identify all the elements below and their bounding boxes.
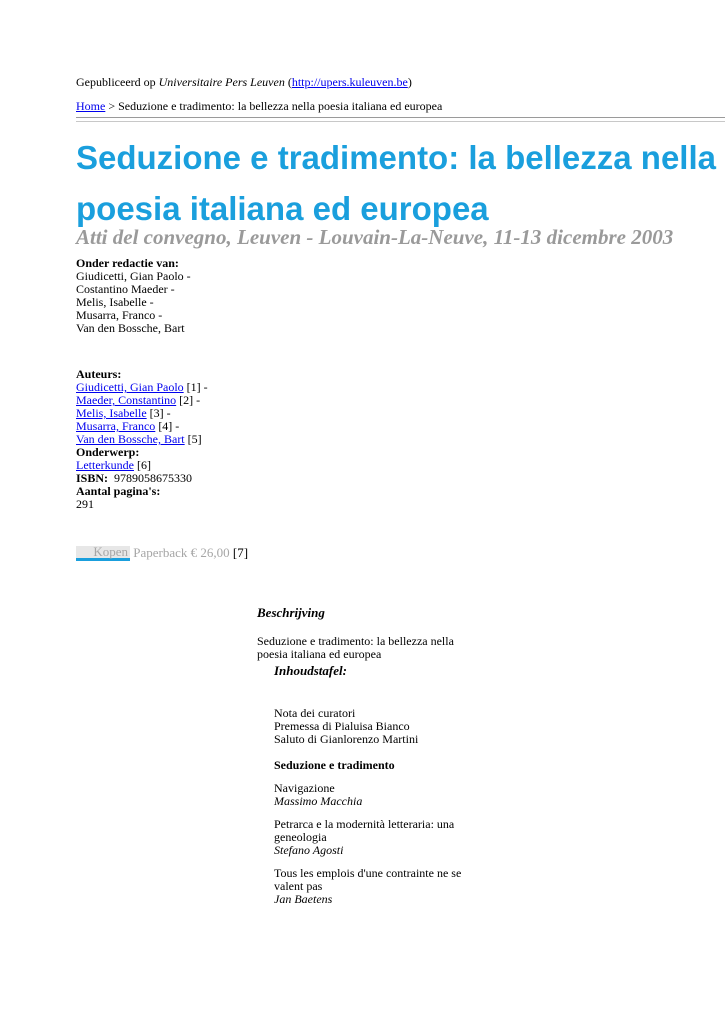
- subject-label: Onderwerp:: [76, 445, 140, 459]
- toc-front-matter: [274, 707, 474, 746]
- editors-label: Onder redactie van:: [76, 256, 179, 270]
- toc-item-title: Petrarca e la modernità letteraria: una geneologia: [274, 817, 455, 844]
- toc-item-title: Tous les emplois d'une contrainte ne se valent pas: [274, 866, 462, 893]
- author-link[interactable]: Maeder, Constantino: [76, 393, 177, 407]
- page-title: Seduzione e tradimento: la bellezza nella poesia italiana ed europea: [76, 139, 716, 227]
- publisher-name: Universitaire Pers Leuven: [158, 75, 285, 89]
- toc-item: [274, 782, 474, 808]
- breadcrumb-home-link[interactable]: Home: [76, 99, 106, 113]
- editors-block: [76, 257, 191, 335]
- buy-row: [76, 546, 248, 561]
- isbn-value: 9789058675330: [108, 471, 193, 485]
- header-divider: [76, 117, 725, 122]
- author-link[interactable]: Musarra, Franco: [76, 419, 156, 433]
- buy-ref: [7]: [229, 545, 249, 560]
- toc-item: [274, 818, 474, 857]
- page-subtitle: Atti del convegno, Leuven - Louvain-La-Neuve, 11-13 dicembre 2003: [76, 225, 674, 249]
- author-ref: [4] -: [155, 419, 180, 433]
- description-heading: Beschrijving: [257, 605, 325, 620]
- description-text: Seduzione e tradimento: la bellezza nella poesia italiana ed europea: [257, 634, 454, 661]
- toc-item-author: Jan Baetens: [274, 892, 333, 906]
- editor-name: Costantino Maeder -: [76, 282, 175, 296]
- toc-item-author: Stefano Agosti: [274, 843, 344, 857]
- editor-name: Van den Bossche, Bart: [76, 321, 185, 335]
- author-ref: [5]: [184, 432, 202, 446]
- authors-label: Auteurs:: [76, 367, 122, 381]
- published-line: [76, 76, 412, 89]
- breadcrumb-current: Seduzione e tradimento: la bellezza nella poesia italiana ed europea: [118, 99, 443, 113]
- breadcrumb: [76, 100, 442, 113]
- editor-name: Melis, Isabelle -: [76, 295, 154, 309]
- toc-front-item: Nota dei curatori: [274, 706, 356, 720]
- description-block: [257, 606, 477, 661]
- toc-heading: Inhoudstafel:: [274, 663, 347, 678]
- editor-name: Musarra, Franco -: [76, 308, 163, 322]
- publisher-url-link[interactable]: http://upers.kuleuven.be: [291, 75, 408, 89]
- pages-value: 291: [76, 497, 94, 511]
- buy-button[interactable]: [76, 546, 130, 561]
- metadata-block: [76, 368, 208, 511]
- author-ref: [2] -: [176, 393, 201, 407]
- pages-label: Aantal pagina's:: [76, 484, 161, 498]
- author-ref: [3] -: [146, 406, 171, 420]
- toc-front-item: Saluto di Gianlorenzo Martini: [274, 732, 419, 746]
- toc-section-heading: Seduzione e tradimento: [274, 758, 395, 772]
- subject-ref: [6]: [133, 458, 151, 472]
- toc-item-title: Navigazione: [274, 781, 335, 795]
- author-link[interactable]: Van den Bossche, Bart: [76, 432, 185, 446]
- paren-open: (: [284, 75, 292, 89]
- buy-button-label: Kopen: [93, 544, 128, 559]
- breadcrumb-separator: >: [105, 99, 119, 113]
- paren-close: ): [407, 75, 412, 89]
- published-prefix: Gepubliceerd op: [76, 75, 159, 89]
- table-of-contents: [274, 664, 474, 916]
- subject-link[interactable]: Letterkunde: [76, 458, 134, 472]
- author-link[interactable]: Melis, Isabelle: [76, 406, 147, 420]
- toc-front-item: Premessa di Pialuisa Bianco: [274, 719, 410, 733]
- buy-format-price: Paperback € 26,00: [130, 545, 230, 560]
- author-ref: [1] -: [183, 380, 208, 394]
- editor-name: Giudicetti, Gian Paolo -: [76, 269, 191, 283]
- author-link[interactable]: Giudicetti, Gian Paolo: [76, 380, 184, 394]
- toc-item: [274, 867, 474, 906]
- toc-item-author: Massimo Macchia: [274, 794, 363, 808]
- isbn-label: ISBN:: [76, 471, 109, 485]
